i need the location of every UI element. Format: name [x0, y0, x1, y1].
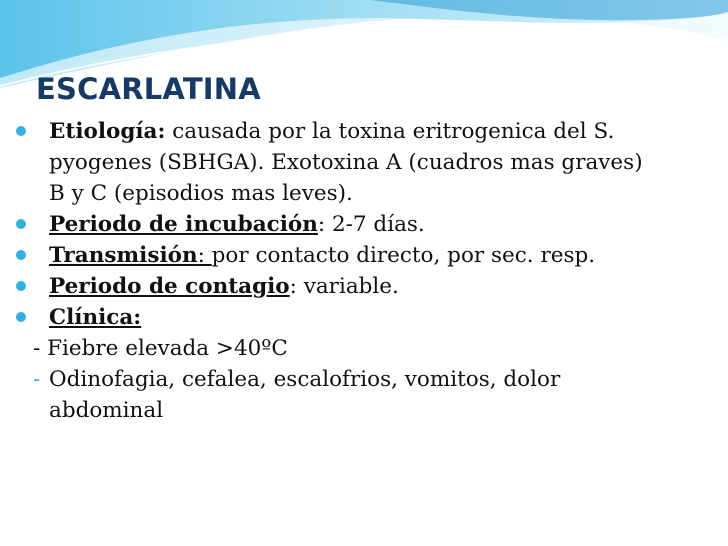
list-item-clinica [0, 302, 728, 333]
dash-item-fiebre [0, 333, 728, 364]
item-label: Clínica: [49, 305, 142, 330]
dash-marker: - [33, 336, 41, 361]
dash-item-sintomas [0, 364, 728, 426]
bullet-icon [16, 281, 26, 291]
list-item-incubacion [0, 209, 728, 240]
list-item-transmision [0, 240, 728, 271]
item-label: Transmisión [49, 243, 198, 268]
dash-marker: - [33, 367, 41, 392]
item-text: : 2-7 días. [317, 212, 425, 237]
item-text: Fiebre elevada >40ºC [47, 336, 288, 361]
item-label: Periodo de contagio [49, 274, 290, 299]
slide-content [0, 116, 728, 426]
item-separator: : [197, 243, 212, 268]
list-item-etiologia [0, 116, 728, 209]
bullet-icon [16, 312, 26, 322]
bullet-icon [16, 126, 26, 136]
item-text: : variable. [289, 274, 399, 299]
item-text-line: abdominal [49, 398, 164, 423]
slide-title: ESCARLATINA [36, 72, 261, 106]
item-text-line: Odinofagia, cefalea, escalofrios, vomitos, dolor [49, 367, 561, 392]
bullet-icon [16, 250, 26, 260]
item-text-line: pyogenes (SBHGA). Exotoxina A (cuadros mas graves) [49, 150, 643, 175]
item-text-line: B y C (episodios mas leves). [49, 181, 353, 206]
item-text: por contacto directo, por sec. resp. [211, 243, 596, 268]
item-label: Etiología: [49, 119, 166, 144]
bullet-icon [16, 219, 26, 229]
item-text: causada por la toxina eritrogenica del S. [165, 119, 615, 144]
list-item-contagio [0, 271, 728, 302]
item-label: Periodo de incubación [49, 212, 318, 237]
